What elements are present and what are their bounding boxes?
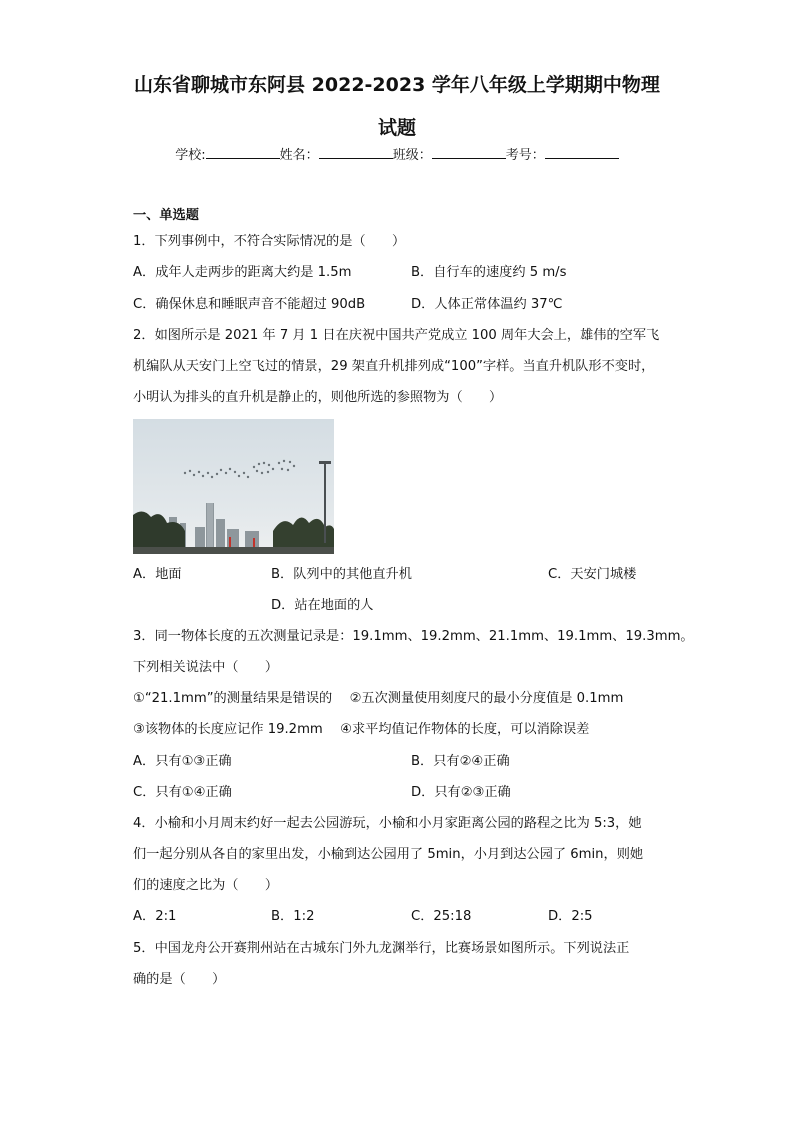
- name-blank: [319, 146, 393, 159]
- student-info-row: [0, 144, 794, 163]
- q4-line2: 们一起分别从各自的家里出发，小榆到达公园用了 5min，小月到达公园了 6min，则她: [133, 847, 644, 862]
- q3-option-a: A．只有①③正确: [133, 754, 232, 769]
- q2-option-a: A．地面: [133, 567, 182, 582]
- q1-option-c: C．确保休息和睡眠声音不能超过 90dB: [133, 297, 366, 312]
- exam-title-line1: 山东省聊城市东阿县 2022-2023 学年八年级上学期期中物理: [134, 74, 660, 96]
- q5-line1: 5．中国龙舟公开赛荆州站在古城东门外九龙渊举行，比赛场景如图所示。下列说法正: [133, 941, 630, 956]
- class-blank: [432, 146, 506, 159]
- q1-option-a: A．成年人走两步的距离大约是 1.5m: [133, 265, 352, 280]
- name-label: 姓名：: [279, 148, 319, 163]
- q3-line2: 下列相关说法中（ ）: [133, 660, 279, 675]
- q4-line3: 们的速度之比为（ ）: [133, 878, 279, 893]
- number-label: 考号：: [505, 148, 545, 163]
- q3-statements-2: ③该物体的长度应记作 19.2mm ④求平均值记作物体的长度，可以消除误差: [133, 722, 590, 737]
- q2-line3: 小明认为排头的直升机是静止的，则他所选的参照物为（ ）: [133, 390, 503, 405]
- number-blank: [545, 146, 619, 159]
- exam-title-line2: 试题: [377, 117, 416, 139]
- q2-option-c: C．天安门城楼: [548, 567, 637, 582]
- q4-line1: 4．小榆和小月周末约好一起去公园游玩，小榆和小月家距离公园的路程之比为 5:3，她: [133, 816, 642, 831]
- q3-option-b: B．只有②④正确: [411, 754, 510, 769]
- q3-line1: 3．同一物体长度的五次测量记录是：19.1mm、19.2mm、21.1mm、19.1mm、19.3mm。: [133, 629, 694, 644]
- q3-statements-1: ①“21.1mm”的测量结果是错误的 ②五次测量使用刻度尺的最小分度值是 0.1mm: [133, 691, 624, 706]
- q3-option-c: C．只有①④正确: [133, 785, 232, 800]
- q2-option-b: B．队列中的其他直升机: [271, 567, 412, 582]
- q1-stem: 1．下列事例中，不符合实际情况的是（ ）: [133, 234, 406, 249]
- q1-option-d: D．人体正常体温约 37℃: [411, 297, 563, 312]
- q3-option-d: D．只有②③正确: [411, 785, 511, 800]
- q2-line1: 2．如图所示是 2021 年 7 月 1 日在庆祝中国共产党成立 100 周年大会上，雄伟的空军飞: [133, 328, 660, 343]
- q4-option-b: B．1:2: [271, 909, 315, 924]
- school-blank: [206, 146, 280, 159]
- section-heading: 一、单选题: [133, 208, 199, 223]
- helicopter-formation-photo: [133, 419, 334, 554]
- q5-line2: 确的是（ ）: [133, 972, 226, 987]
- q4-option-a: A．2:1: [133, 909, 177, 924]
- q1-option-b: B．自行车的速度约 5 m/s: [411, 265, 567, 280]
- q4-option-c: C．25:18: [411, 909, 472, 924]
- class-label: 班级：: [392, 148, 432, 163]
- q2-line2: 机编队从天安门上空飞过的情景，29 架直升机排列成“100”字样。当直升机队形不变时，: [133, 359, 655, 374]
- school-label: 学校:: [175, 148, 206, 163]
- q2-option-d: D．站在地面的人: [271, 598, 374, 613]
- q4-option-d: D．2:5: [548, 909, 593, 924]
